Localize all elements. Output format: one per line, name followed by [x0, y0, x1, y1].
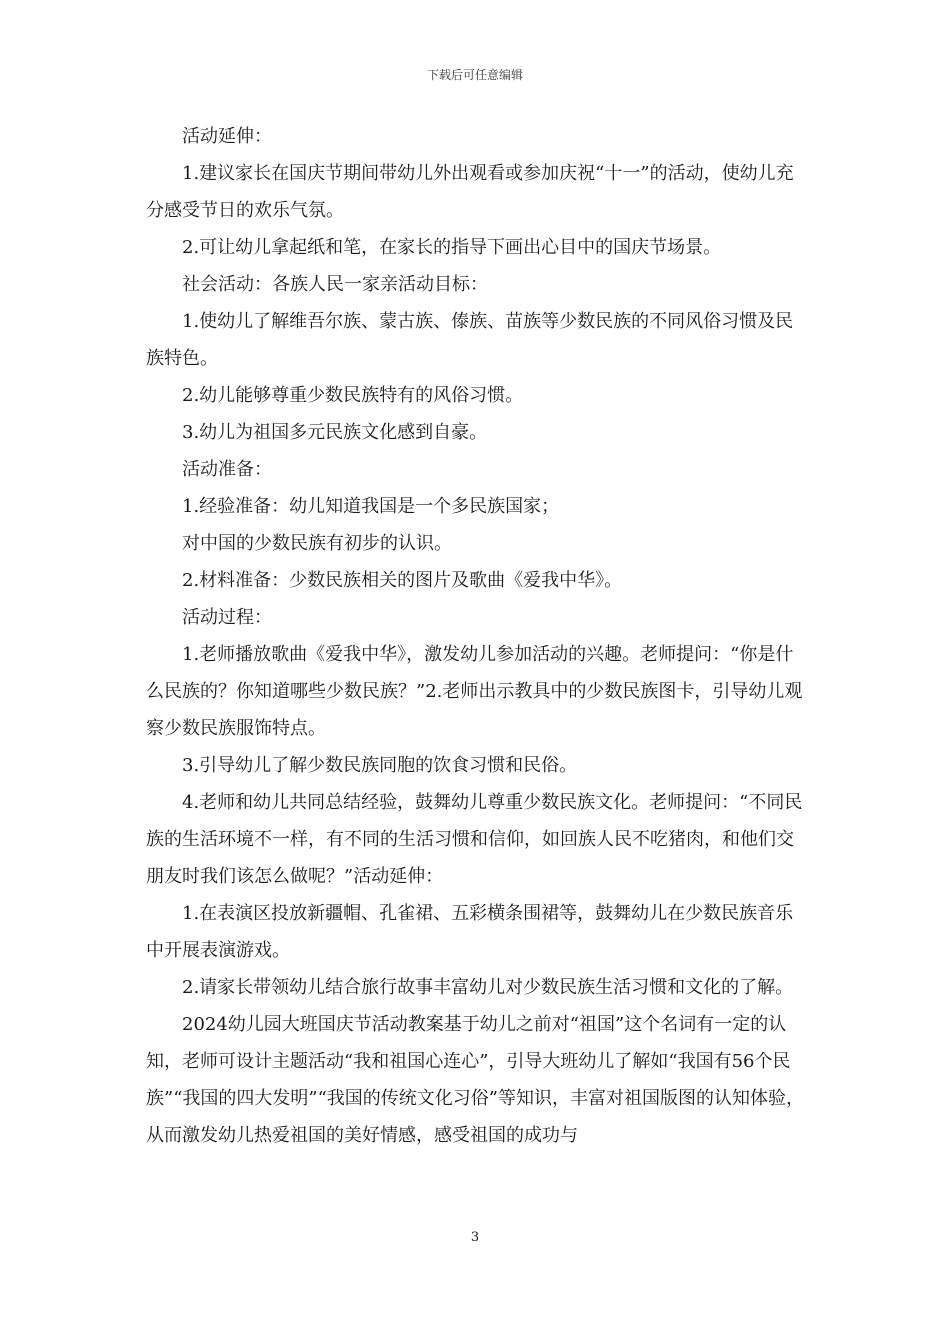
paragraph: 对中国的少数民族有初步的认识。: [146, 533, 452, 554]
document-body: [146, 118, 806, 1154]
paragraph: 2.请家长带领幼儿结合旅行故事丰富幼儿对少数民族生活习惯和文化的了解。: [146, 977, 794, 998]
paragraph: 社会活动：各族人民一家亲活动目标：: [146, 274, 488, 295]
paragraph: 3.幼儿为祖国多元民族文化感到自豪。: [146, 422, 488, 443]
page-header: 下载后可任意编辑: [426, 68, 523, 82]
paragraph: 1.经验准备：幼儿知道我国是一个多民族国家；: [146, 496, 560, 517]
paragraph: 活动准备：: [146, 459, 272, 480]
paragraph: 2.可让幼儿拿起纸和笔，在家长的指导下画出心目中的国庆节场景。: [146, 237, 722, 258]
paragraph: 1.老师播放歌曲《爱我中华》，激发幼儿参加活动的兴趣。老师提问：“你是什么民族的？你知道哪些少数民族？”2.老师出示教具中的少数民族图卡，引导幼儿观察少数民族服饰特点。: [146, 644, 803, 739]
paragraph: 4.老师和幼儿共同总结经验，鼓舞幼儿尊重少数民族文化。老师提问：“不同民族的生活环境不一样，有不同的生活习惯和信仰，如回族人民不吃猪肉，和他们交朋友时我们该怎么做呢？”活动延伸：: [146, 792, 803, 887]
paragraph: 2.材料准备：少数民族相关的图片及歌曲《爱我中华》。: [146, 570, 623, 591]
paragraph: 2.幼儿能够尊重少数民族特有的风俗习惯。: [146, 385, 524, 406]
paragraph: 1.使幼儿了解维吾尔族、蒙古族、傣族、苗族等少数民族的不同风俗习惯及民族特色。: [146, 311, 794, 369]
paragraph: 活动过程：: [146, 607, 272, 628]
paragraph: 活动延伸：: [146, 126, 272, 147]
paragraph: 1.在表演区投放新疆帽、孔雀裙、五彩横条围裙等，鼓舞幼儿在少数民族音乐中开展表演游戏。: [146, 903, 794, 961]
paragraph: 1.建议家长在国庆节期间带幼儿外出观看或参加庆祝“十一”的活动，使幼儿充分感受节日的欢乐气氛。: [146, 163, 794, 221]
paragraph: 2024幼儿园大班国庆节活动教案基于幼儿之前对“祖国”这个名词有一定的认知，老师可设计主题活动“我和祖国心连心”，引导大班幼儿了解如“我国有56个民族”“我国的四大发明”“我国的传统文化习俗”等知识，丰富对祖国版图的认知体验，从而激发幼儿热爱祖国的美好情感，感受祖国的成功与: [146, 1014, 805, 1146]
paragraph: 3.引导幼儿了解少数民族同胞的饮食习惯和民俗。: [146, 755, 578, 776]
page-number: 3: [470, 1230, 480, 1245]
